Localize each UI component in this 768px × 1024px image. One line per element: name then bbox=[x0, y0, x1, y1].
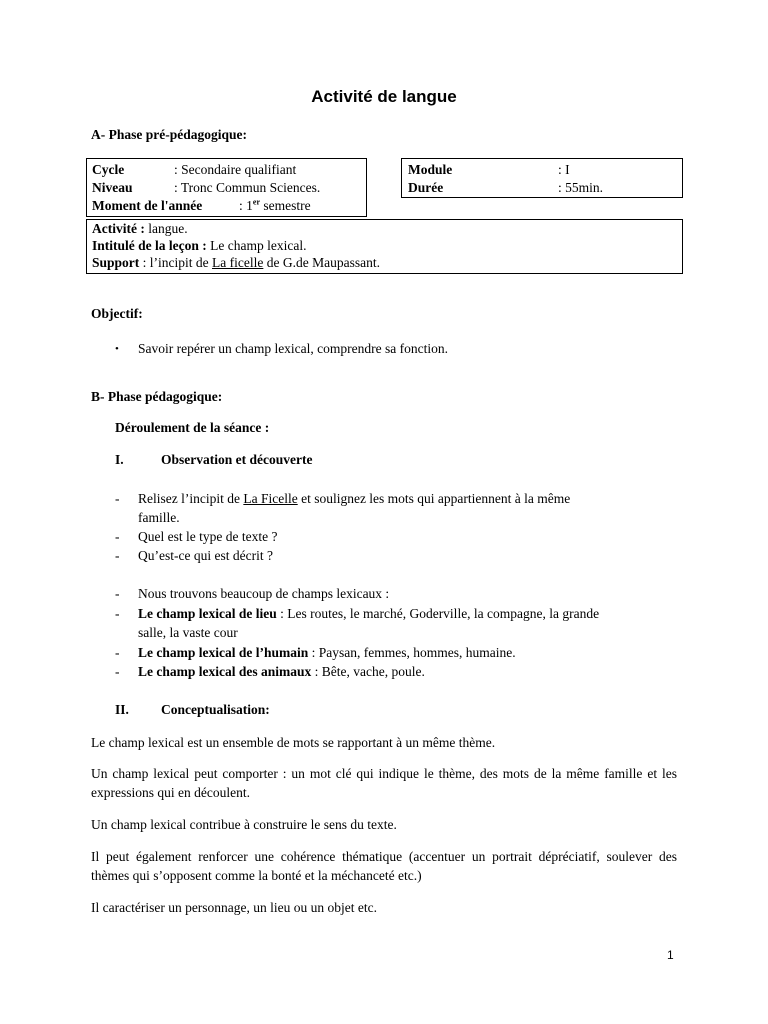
q1-prefix: Relisez l’incipit de bbox=[138, 491, 244, 506]
dash-icon: - bbox=[115, 491, 120, 506]
intitule-label: Intitulé de la leçon : bbox=[92, 238, 207, 253]
section1-title: Observation et découverte bbox=[161, 452, 313, 467]
paragraph-2: Un champ lexical peut comporter : un mot clé qui indique le thème, des mots de la même famille et les expressions qui en découlent. bbox=[91, 766, 677, 800]
section1-number: I. bbox=[115, 452, 124, 467]
phase-b-heading: B- Phase pédagogique: bbox=[91, 389, 223, 404]
cycle-value: : Secondaire qualifiant bbox=[174, 162, 297, 177]
dash-icon: - bbox=[115, 548, 120, 563]
finding-lieu-cont: salle, la vaste cour bbox=[138, 625, 238, 640]
animaux-label: Le champ lexical des animaux bbox=[138, 664, 312, 679]
page-number: 1 bbox=[667, 948, 674, 962]
dash-icon: - bbox=[115, 586, 120, 601]
section2-number: II. bbox=[115, 702, 129, 717]
activite-value: langue. bbox=[144, 221, 188, 236]
paragraph-5: Il caractériser un personnage, un lieu ou un objet etc. bbox=[91, 900, 378, 915]
animaux-value: : Bête, vache, poule. bbox=[311, 664, 425, 679]
humain-value: : Paysan, femmes, hommes, humaine. bbox=[308, 645, 516, 660]
deroulement-heading: Déroulement de la séance : bbox=[115, 420, 270, 435]
question-1-cont: famille. bbox=[138, 510, 180, 525]
objectif-item: Savoir repérer un champ lexical, comprendre sa fonction. bbox=[138, 341, 448, 356]
cycle-label: Cycle bbox=[92, 162, 125, 177]
niveau-value: : Tronc Commun Sciences. bbox=[174, 180, 321, 195]
support-prefix: : l’incipit de bbox=[139, 255, 213, 270]
findings-intro: Nous trouvons beaucoup de champs lexicaux : bbox=[138, 586, 390, 601]
dash-icon: - bbox=[115, 606, 120, 621]
dash-icon: - bbox=[115, 529, 120, 544]
question-2: Quel est le type de texte ? bbox=[138, 529, 278, 544]
lieu-value: : Les routes, le marché, Goderville, la compagne, la grande bbox=[276, 606, 600, 621]
moment-row bbox=[92, 197, 311, 215]
q1-link[interactable]: La Ficelle bbox=[243, 491, 298, 506]
section2-title: Conceptualisation: bbox=[161, 702, 270, 717]
cycle-row bbox=[92, 161, 296, 179]
moment-sup: er bbox=[252, 197, 260, 207]
activite-label: Activité : bbox=[92, 221, 145, 236]
paragraph-1: Le champ lexical est un ensemble de mots se rapportant à un même thème. bbox=[91, 735, 496, 750]
moment-value-prefix: : 1 bbox=[239, 198, 253, 213]
duree-row bbox=[408, 179, 603, 197]
info-box-right bbox=[401, 158, 683, 198]
page-title: Activité de langue bbox=[311, 87, 457, 106]
finding-lieu bbox=[138, 605, 599, 623]
bullet-icon: • bbox=[115, 343, 119, 355]
niveau-row bbox=[92, 179, 320, 197]
paragraph-4: Il peut également renforcer une cohérence thématique (accentuer un portrait dépréciatif, soulever des thèmes qui s’opposent comme la bonté et la méchanceté etc.) bbox=[91, 849, 677, 883]
humain-label: Le champ lexical de l’humain bbox=[138, 645, 309, 660]
finding-humain bbox=[138, 644, 516, 662]
intitule-row bbox=[92, 237, 306, 255]
lieu-label: Le champ lexical de lieu bbox=[138, 606, 277, 621]
phase-a-heading: A- Phase pré-pédagogique: bbox=[91, 127, 247, 142]
support-row bbox=[92, 254, 380, 272]
moment-label: Moment de l'année bbox=[92, 198, 203, 213]
q1-suffix: et soulignez les mots qui appartiennent à la même bbox=[297, 491, 571, 506]
question-1 bbox=[138, 490, 570, 508]
dash-icon: - bbox=[115, 645, 120, 660]
duree-value: : 55min. bbox=[558, 180, 604, 195]
activity-box bbox=[86, 219, 683, 274]
support-suffix: de G.de Maupassant. bbox=[263, 255, 380, 270]
question-3: Qu’est-ce qui est décrit ? bbox=[138, 548, 273, 563]
moment-value-suffix: semestre bbox=[260, 198, 311, 213]
paragraph-3: Un champ lexical contribue à construire le sens du texte. bbox=[91, 817, 397, 832]
dash-icon: - bbox=[115, 664, 120, 679]
finding-animaux bbox=[138, 663, 425, 681]
duree-label: Durée bbox=[408, 180, 444, 195]
info-box-left bbox=[86, 158, 367, 217]
activite-row bbox=[92, 220, 188, 238]
objectif-heading: Objectif: bbox=[91, 306, 143, 321]
support-label: Support bbox=[92, 255, 140, 270]
module-value: : I bbox=[558, 162, 570, 177]
module-label: Module bbox=[408, 162, 453, 177]
intitule-value: Le champ lexical. bbox=[206, 238, 307, 253]
niveau-label: Niveau bbox=[92, 180, 133, 195]
module-row bbox=[408, 161, 570, 179]
support-link[interactable]: La ficelle bbox=[212, 255, 264, 270]
